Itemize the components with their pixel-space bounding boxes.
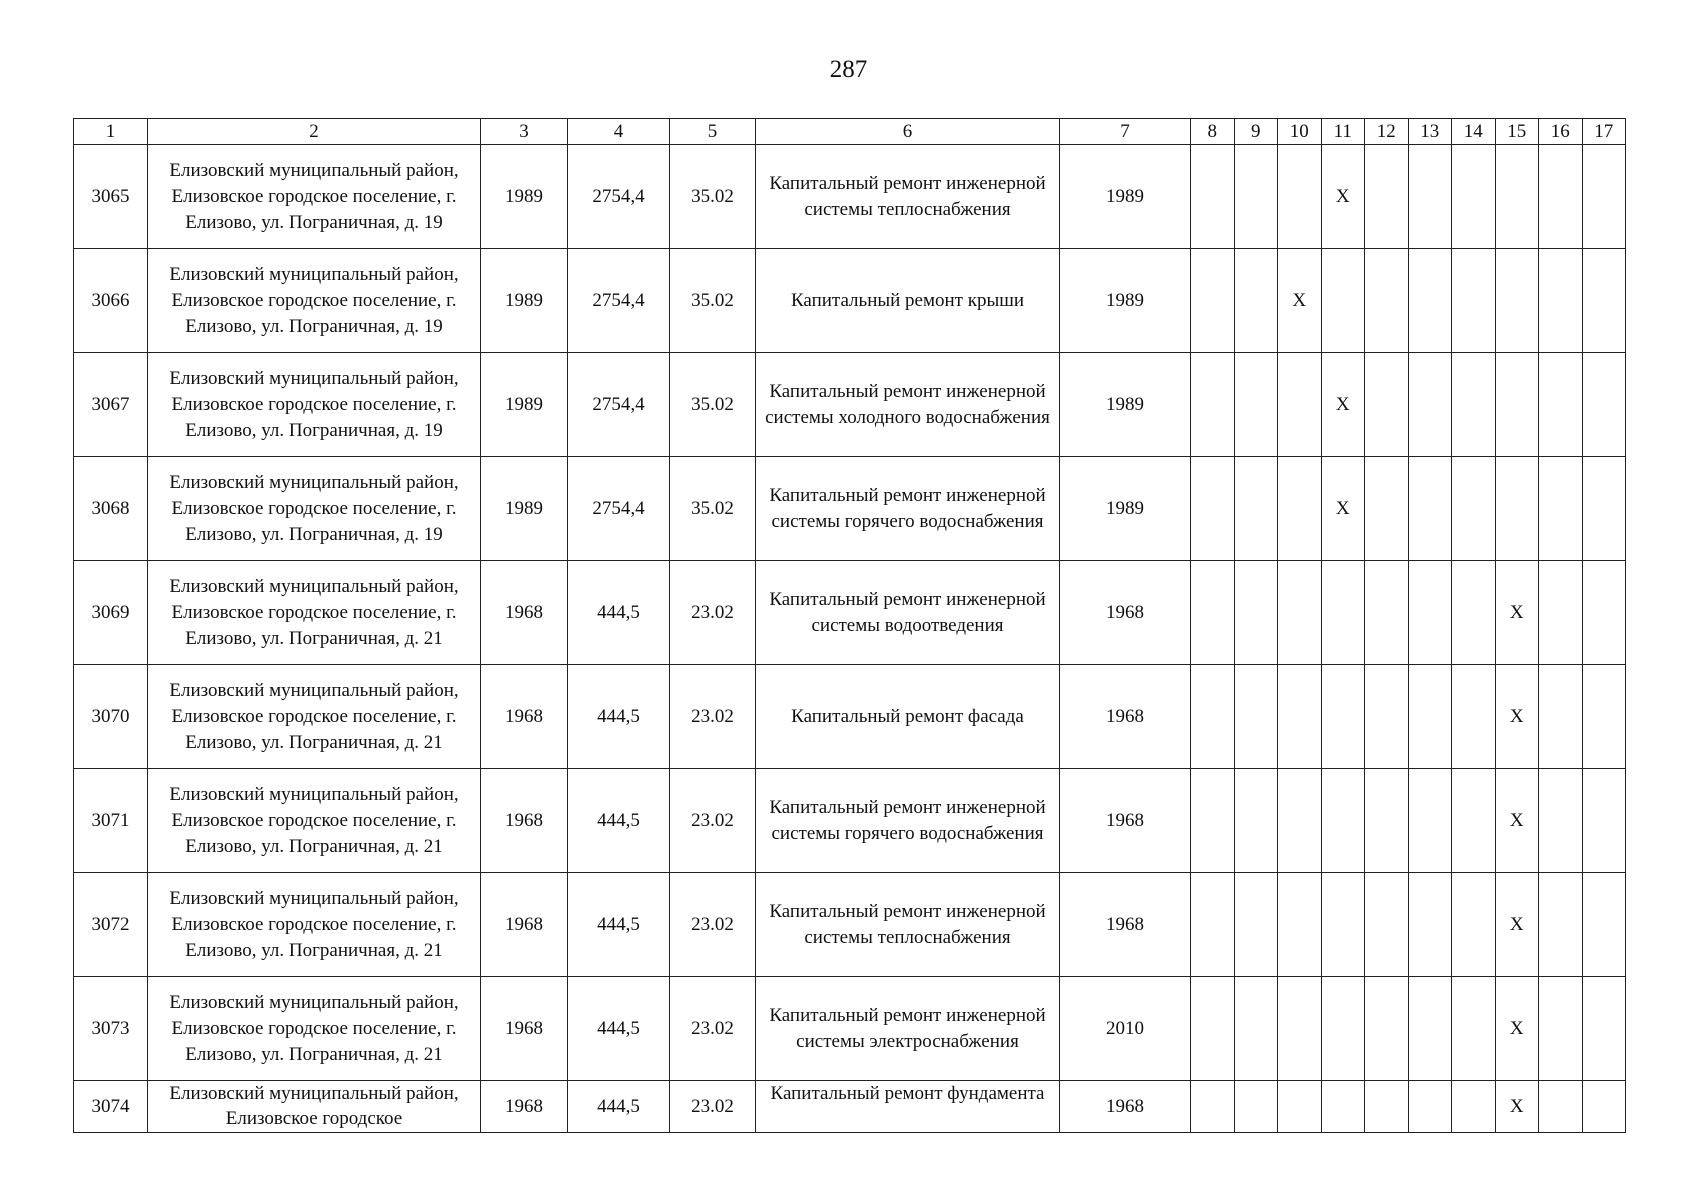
work-year-cell: 1968 xyxy=(1060,873,1191,977)
work-type-cell xyxy=(756,1081,1060,1133)
work-type-cell: Капитальный ремонт инженерной системы холодного водоснабжения xyxy=(756,353,1060,457)
table-row xyxy=(74,977,1626,1081)
address-cell: Елизовский муниципальный район, Елизовское городское поселение, г. Елизово, ул. Пограничная, д. 19 xyxy=(148,145,481,249)
period-cell-11 xyxy=(1321,561,1365,665)
work-type-cell: Капитальный ремонт фасада xyxy=(756,665,1060,769)
address-cell: Елизовский муниципальный район, Елизовское городское поселение, г. Елизово, ул. Пограничная, д. 21 xyxy=(148,977,481,1081)
address-text: Елизовский муниципальный район, Елизовское городское xyxy=(169,1083,459,1129)
period-cell-10 xyxy=(1278,561,1322,665)
period-cell-15: X xyxy=(1495,977,1539,1081)
area-cell: 2754,4 xyxy=(568,249,670,353)
work-year-cell: 1989 xyxy=(1060,145,1191,249)
build-year-cell: 1968 xyxy=(481,873,568,977)
period-cell-9 xyxy=(1234,873,1278,977)
row-number: 3069 xyxy=(74,561,148,665)
value-cell: 23.02 xyxy=(670,769,756,873)
table-row xyxy=(74,561,1626,665)
work-year-cell: 2010 xyxy=(1060,977,1191,1081)
period-cell-13 xyxy=(1408,1081,1452,1133)
build-year-cell: 1989 xyxy=(481,145,568,249)
address-cell: Елизовский муниципальный район, Елизовское городское поселение, г. Елизово, ул. Пограничная, д. 21 xyxy=(148,561,481,665)
period-cell-9 xyxy=(1234,353,1278,457)
period-cell-15: X xyxy=(1495,1081,1539,1133)
period-cell-16 xyxy=(1539,1081,1583,1133)
value-cell: 23.02 xyxy=(670,1081,756,1133)
period-cell-9 xyxy=(1234,665,1278,769)
build-year-cell: 1989 xyxy=(481,353,568,457)
table-row xyxy=(74,145,1626,249)
col-header-11: 11 xyxy=(1321,119,1365,145)
column-number-header-row xyxy=(74,119,1626,145)
period-cell-8 xyxy=(1191,457,1235,561)
period-cell-13 xyxy=(1408,769,1452,873)
value-cell: 35.02 xyxy=(670,145,756,249)
period-cell-12 xyxy=(1365,561,1409,665)
work-type-cell: Капитальный ремонт крыши xyxy=(756,249,1060,353)
col-header-3: 3 xyxy=(481,119,568,145)
period-cell-8 xyxy=(1191,977,1235,1081)
period-cell-13 xyxy=(1408,665,1452,769)
period-cell-9 xyxy=(1234,249,1278,353)
period-cell-12 xyxy=(1365,353,1409,457)
area-cell: 444,5 xyxy=(568,561,670,665)
col-header-5: 5 xyxy=(670,119,756,145)
col-header-4: 4 xyxy=(568,119,670,145)
period-cell-9 xyxy=(1234,769,1278,873)
period-cell-14 xyxy=(1452,145,1496,249)
period-cell-17 xyxy=(1582,457,1626,561)
period-cell-12 xyxy=(1365,1081,1409,1133)
period-cell-14 xyxy=(1452,769,1496,873)
period-cell-8 xyxy=(1191,665,1235,769)
period-cell-15: X xyxy=(1495,873,1539,977)
work-year-cell: 1968 xyxy=(1060,1081,1191,1133)
period-cell-14 xyxy=(1452,665,1496,769)
period-cell-11 xyxy=(1321,977,1365,1081)
address-cell: Елизовский муниципальный район, Елизовское городское поселение, г. Елизово, ул. Пограничная, д. 19 xyxy=(148,249,481,353)
build-year-cell: 1968 xyxy=(481,977,568,1081)
period-cell-12 xyxy=(1365,665,1409,769)
period-cell-11: X xyxy=(1321,353,1365,457)
period-cell-8 xyxy=(1191,1081,1235,1133)
period-cell-16 xyxy=(1539,457,1583,561)
period-cell-14 xyxy=(1452,873,1496,977)
area-cell: 444,5 xyxy=(568,977,670,1081)
period-cell-13 xyxy=(1408,249,1452,353)
period-cell-10 xyxy=(1278,873,1322,977)
col-header-10: 10 xyxy=(1278,119,1322,145)
period-cell-16 xyxy=(1539,353,1583,457)
period-cell-14 xyxy=(1452,977,1496,1081)
period-cell-14 xyxy=(1452,353,1496,457)
table-row xyxy=(74,249,1626,353)
work-type-cell: Капитальный ремонт инженерной системы теплоснабжения xyxy=(756,145,1060,249)
col-header-16: 16 xyxy=(1539,119,1583,145)
build-year-cell: 1989 xyxy=(481,249,568,353)
period-cell-11 xyxy=(1321,249,1365,353)
period-cell-10 xyxy=(1278,457,1322,561)
row-number: 3070 xyxy=(74,665,148,769)
address-cell: Елизовский муниципальный район, Елизовское городское поселение, г. Елизово, ул. Пограничная, д. 19 xyxy=(148,353,481,457)
period-cell-11: X xyxy=(1321,145,1365,249)
period-cell-12 xyxy=(1365,249,1409,353)
table-row xyxy=(74,665,1626,769)
period-cell-8 xyxy=(1191,145,1235,249)
col-header-15: 15 xyxy=(1495,119,1539,145)
row-number: 3068 xyxy=(74,457,148,561)
period-cell-15 xyxy=(1495,145,1539,249)
period-cell-8 xyxy=(1191,561,1235,665)
work-type-cell: Капитальный ремонт инженерной системы горячего водоснабжения xyxy=(756,457,1060,561)
period-cell-12 xyxy=(1365,977,1409,1081)
row-number: 3071 xyxy=(74,769,148,873)
build-year-cell: 1968 xyxy=(481,1081,568,1133)
period-cell-10 xyxy=(1278,145,1322,249)
col-header-14: 14 xyxy=(1452,119,1496,145)
page-number: 287 xyxy=(829,56,868,83)
period-cell-16 xyxy=(1539,145,1583,249)
period-cell-11 xyxy=(1321,873,1365,977)
table-row xyxy=(74,353,1626,457)
value-cell: 23.02 xyxy=(670,561,756,665)
work-year-cell: 1989 xyxy=(1060,249,1191,353)
address-cell: Елизовский муниципальный район, Елизовское городское поселение, г. Елизово, ул. Пограничная, д. 21 xyxy=(148,873,481,977)
row-number: 3065 xyxy=(74,145,148,249)
period-cell-12 xyxy=(1365,769,1409,873)
work-type-cell: Капитальный ремонт инженерной системы горячего водоснабжения xyxy=(756,769,1060,873)
period-cell-17 xyxy=(1582,353,1626,457)
col-header-12: 12 xyxy=(1365,119,1409,145)
period-cell-13 xyxy=(1408,977,1452,1081)
period-cell-13 xyxy=(1408,145,1452,249)
period-cell-10 xyxy=(1278,769,1322,873)
period-cell-9 xyxy=(1234,145,1278,249)
row-number: 3072 xyxy=(74,873,148,977)
period-cell-9 xyxy=(1234,561,1278,665)
work-year-cell: 1989 xyxy=(1060,457,1191,561)
col-header-13: 13 xyxy=(1408,119,1452,145)
value-cell: 23.02 xyxy=(670,665,756,769)
period-cell-15 xyxy=(1495,249,1539,353)
col-header-9: 9 xyxy=(1234,119,1278,145)
work-type-cell: Капитальный ремонт инженерной системы водоотведения xyxy=(756,561,1060,665)
period-cell-11 xyxy=(1321,665,1365,769)
period-cell-16 xyxy=(1539,977,1583,1081)
area-cell: 2754,4 xyxy=(568,145,670,249)
area-cell: 444,5 xyxy=(568,665,670,769)
period-cell-17 xyxy=(1582,977,1626,1081)
period-cell-10 xyxy=(1278,353,1322,457)
col-header-17: 17 xyxy=(1582,119,1626,145)
period-cell-17 xyxy=(1582,665,1626,769)
address-cell xyxy=(148,1081,481,1133)
period-cell-17 xyxy=(1582,769,1626,873)
row-number: 3067 xyxy=(74,353,148,457)
period-cell-15 xyxy=(1495,353,1539,457)
period-cell-15: X xyxy=(1495,561,1539,665)
period-cell-14 xyxy=(1452,249,1496,353)
value-cell: 23.02 xyxy=(670,977,756,1081)
period-cell-13 xyxy=(1408,873,1452,977)
table-row xyxy=(74,873,1626,977)
period-cell-15 xyxy=(1495,457,1539,561)
col-header-7: 7 xyxy=(1060,119,1191,145)
row-number: 3074 xyxy=(74,1081,148,1133)
row-number: 3066 xyxy=(74,249,148,353)
period-cell-13 xyxy=(1408,457,1452,561)
period-cell-8 xyxy=(1191,249,1235,353)
period-cell-9 xyxy=(1234,977,1278,1081)
col-header-6: 6 xyxy=(756,119,1060,145)
period-cell-17 xyxy=(1582,561,1626,665)
work-year-cell: 1968 xyxy=(1060,561,1191,665)
period-cell-12 xyxy=(1365,145,1409,249)
period-cell-14 xyxy=(1452,457,1496,561)
col-header-1: 1 xyxy=(74,119,148,145)
period-cell-17 xyxy=(1582,873,1626,977)
work-year-cell: 1968 xyxy=(1060,665,1191,769)
period-cell-16 xyxy=(1539,769,1583,873)
period-cell-10 xyxy=(1278,1081,1322,1133)
period-cell-10: X xyxy=(1278,249,1322,353)
period-cell-10 xyxy=(1278,665,1322,769)
value-cell: 23.02 xyxy=(670,873,756,977)
period-cell-14 xyxy=(1452,1081,1496,1133)
period-cell-16 xyxy=(1539,665,1583,769)
work-type-text: Капитальный ремонт фундамента xyxy=(770,1083,1045,1104)
value-cell: 35.02 xyxy=(670,353,756,457)
period-cell-10 xyxy=(1278,977,1322,1081)
table-row xyxy=(74,769,1626,873)
build-year-cell: 1989 xyxy=(481,457,568,561)
row-number: 3073 xyxy=(74,977,148,1081)
work-type-cell: Капитальный ремонт инженерной системы электроснабжения xyxy=(756,977,1060,1081)
period-cell-12 xyxy=(1365,457,1409,561)
period-cell-17 xyxy=(1582,145,1626,249)
value-cell: 35.02 xyxy=(670,457,756,561)
address-cell: Елизовский муниципальный район, Елизовское городское поселение, г. Елизово, ул. Пограничная, д. 21 xyxy=(148,665,481,769)
col-header-2: 2 xyxy=(148,119,481,145)
period-cell-15: X xyxy=(1495,665,1539,769)
period-cell-13 xyxy=(1408,353,1452,457)
value-cell: 35.02 xyxy=(670,249,756,353)
period-cell-11 xyxy=(1321,769,1365,873)
table-row xyxy=(74,1081,1626,1133)
repair-register-table xyxy=(73,118,1626,1133)
period-cell-12 xyxy=(1365,873,1409,977)
period-cell-16 xyxy=(1539,873,1583,977)
period-cell-17 xyxy=(1582,1081,1626,1133)
table-row xyxy=(74,457,1626,561)
period-cell-9 xyxy=(1234,457,1278,561)
area-cell: 2754,4 xyxy=(568,457,670,561)
period-cell-13 xyxy=(1408,561,1452,665)
period-cell-16 xyxy=(1539,249,1583,353)
col-header-8: 8 xyxy=(1191,119,1235,145)
address-cell: Елизовский муниципальный район, Елизовское городское поселение, г. Елизово, ул. Пограничная, д. 21 xyxy=(148,769,481,873)
work-year-cell: 1989 xyxy=(1060,353,1191,457)
build-year-cell: 1968 xyxy=(481,665,568,769)
period-cell-8 xyxy=(1191,353,1235,457)
work-type-cell: Капитальный ремонт инженерной системы теплоснабжения xyxy=(756,873,1060,977)
area-cell: 2754,4 xyxy=(568,353,670,457)
area-cell: 444,5 xyxy=(568,769,670,873)
period-cell-15: X xyxy=(1495,769,1539,873)
period-cell-8 xyxy=(1191,769,1235,873)
period-cell-8 xyxy=(1191,873,1235,977)
period-cell-11: X xyxy=(1321,457,1365,561)
period-cell-14 xyxy=(1452,561,1496,665)
build-year-cell: 1968 xyxy=(481,561,568,665)
area-cell: 444,5 xyxy=(568,873,670,977)
address-cell: Елизовский муниципальный район, Елизовское городское поселение, г. Елизово, ул. Пограничная, д. 19 xyxy=(148,457,481,561)
period-cell-16 xyxy=(1539,561,1583,665)
period-cell-17 xyxy=(1582,249,1626,353)
work-year-cell: 1968 xyxy=(1060,769,1191,873)
period-cell-9 xyxy=(1234,1081,1278,1133)
build-year-cell: 1968 xyxy=(481,769,568,873)
period-cell-11 xyxy=(1321,1081,1365,1133)
area-cell: 444,5 xyxy=(568,1081,670,1133)
